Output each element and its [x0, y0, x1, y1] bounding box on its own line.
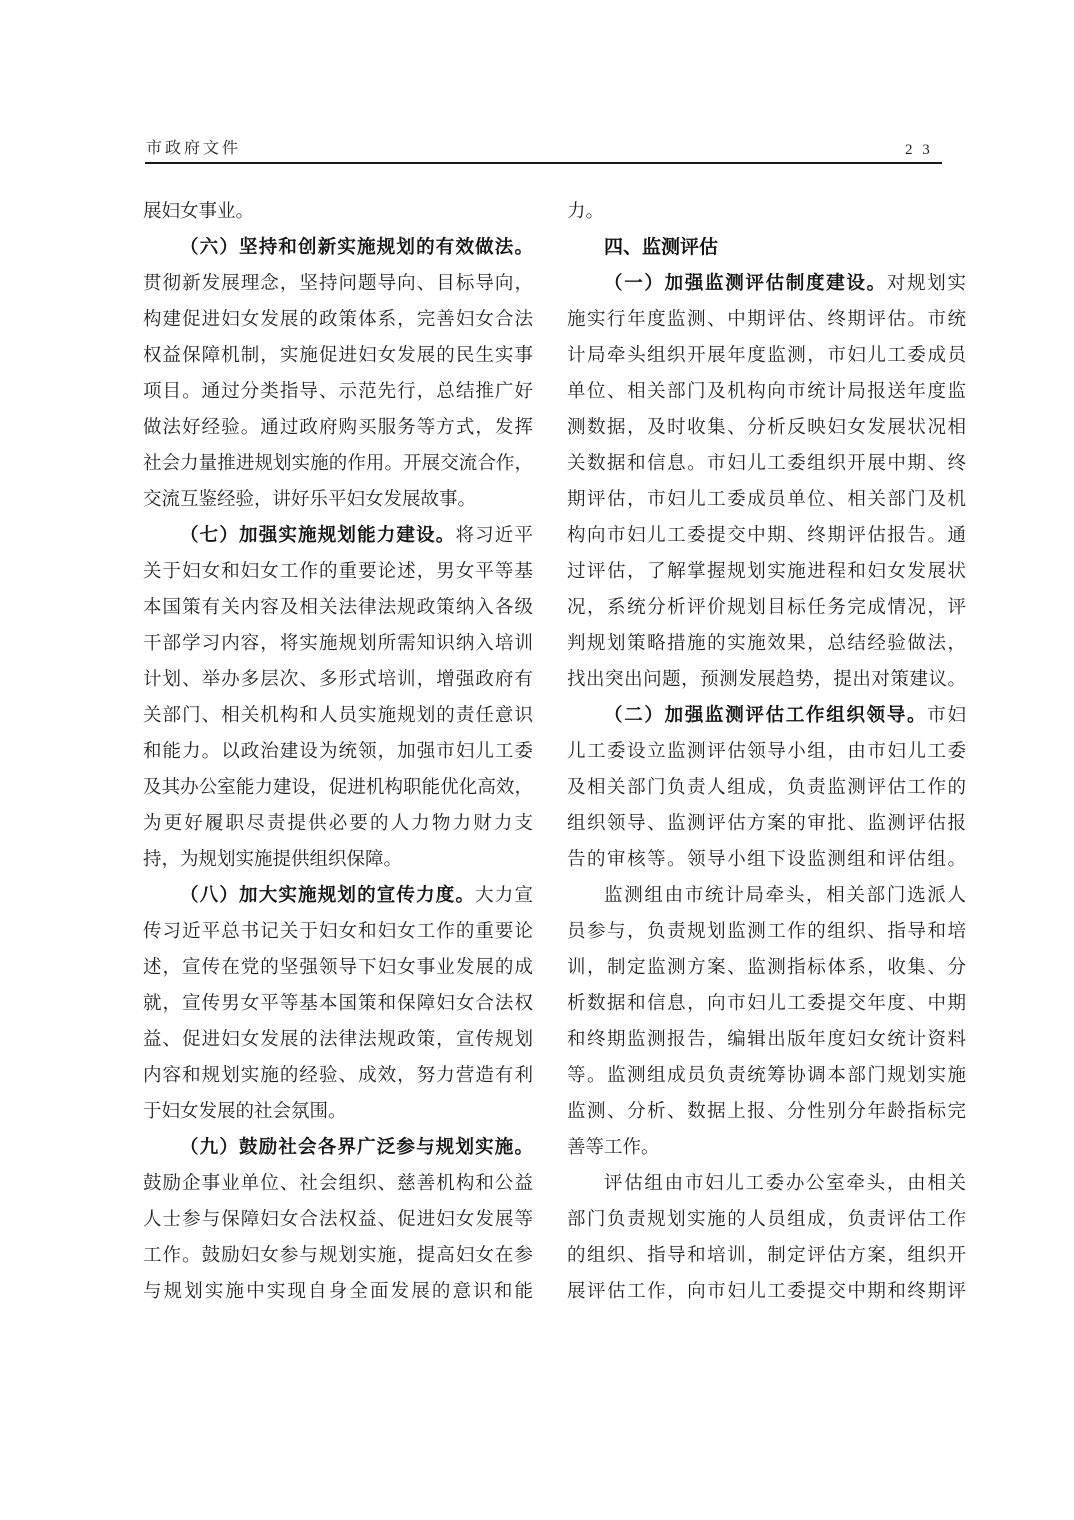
body-text: 找出突出问题，预测发展趋势，提出对策建议。 — [567, 670, 966, 690]
body-text: 展评估工作，向市妇儿工委提交中期和终期评 — [567, 1282, 966, 1302]
text-line — [567, 410, 966, 446]
body-text: 告的审核等。领导小组下设监测组和评估组。 — [567, 850, 966, 870]
text-line — [143, 266, 533, 302]
text-line — [567, 554, 966, 590]
body-text: 和终期监测报告，编辑出版年度妇女统计资料 — [567, 1030, 966, 1050]
paragraph-lead-line — [143, 518, 533, 554]
text-line — [143, 302, 533, 338]
body-text: 鼓励企事业单位、社会组织、慈善机构和公益 — [143, 1174, 533, 1194]
text-line — [567, 1130, 966, 1166]
text-line — [567, 338, 966, 374]
body-text: 及相关部门负责人组成，负责监测评估工作的 — [567, 778, 966, 798]
right-column — [567, 194, 966, 1310]
paragraph-heading-text: （七）加强实施规划能力建设。 — [180, 526, 456, 546]
body-text: 期评估，市妇儿工委成员单位、相关部门及机 — [567, 490, 966, 510]
body-text: 计划、举办多层次、多形式培训，增强政府有 — [143, 670, 533, 690]
body-text: 贯彻新发展理念，坚持问题导向、目标导向， — [143, 274, 533, 294]
body-text: 关数据和信息。市妇儿工委组织开展中期、终 — [567, 454, 966, 474]
body-text: 益、促进妇女发展的法律法规政策，宣传规划 — [143, 1030, 533, 1050]
body-text: 为更好履职尽责提供必要的人力物力财力支 — [143, 814, 533, 834]
text-line — [567, 662, 966, 698]
text-line — [143, 338, 533, 374]
paragraph-lead-line — [567, 698, 966, 734]
paragraph-lead-line — [143, 1130, 533, 1166]
left-column — [143, 194, 533, 1310]
body-text: 市妇 — [927, 706, 966, 726]
body-text: 社会力量推进规划实施的作用。开展交流合作， — [143, 454, 533, 474]
body-text: 儿工委设立监测评估领导小组，由市妇儿工委 — [567, 742, 966, 762]
paragraph-lead-line — [567, 266, 966, 302]
paragraph-heading-text: （二）加强监测评估工作组织领导。 — [604, 706, 928, 726]
text-line — [143, 914, 533, 950]
header-doc-label: 市政府文件 — [146, 140, 242, 157]
body-text: 传习近平总书记关于妇女和妇女工作的重要论 — [143, 922, 533, 942]
text-line — [143, 194, 533, 230]
body-text: 施实行年度监测、中期评估、终期评估。市统 — [567, 310, 966, 330]
text-line — [567, 446, 966, 482]
body-text: 做法好经验。通过政府购买服务等方式，发挥 — [143, 418, 533, 438]
body-text: 本国策有关内容及相关法律法规政策纳入各级 — [143, 598, 533, 618]
body-text: 的组织、指导和培训，制定评估方案，组织开 — [567, 1246, 966, 1266]
text-line — [143, 842, 533, 878]
body-text: 况，系统分析评价规划目标任务完成情况，评 — [567, 598, 966, 618]
body-text: 构向市妇儿工委提交中期、终期评估报告。通 — [567, 526, 966, 546]
text-line — [143, 590, 533, 626]
body-text: 训，制定监测方案、监测指标体系，收集、分 — [567, 958, 966, 978]
text-line — [567, 302, 966, 338]
text-line — [143, 446, 533, 482]
text-line — [143, 1202, 533, 1238]
text-line — [143, 662, 533, 698]
body-text: 持，为规划实施提供组织保障。 — [143, 850, 403, 870]
text-line — [567, 950, 966, 986]
body-text: 干部学习内容，将实施规划所需知识纳入培训 — [143, 634, 533, 654]
paragraph-heading-text: （八）加大实施规划的宣传力度。 — [180, 886, 476, 906]
text-line — [143, 770, 533, 806]
text-line — [567, 1274, 966, 1310]
text-line — [567, 194, 966, 230]
text-line — [567, 1202, 966, 1238]
text-line — [143, 986, 533, 1022]
paragraph-lead-line — [143, 230, 533, 266]
body-text: 测数据，及时收集、分析反映妇女发展状况相 — [567, 418, 966, 438]
body-text: 组织领导、监测评估方案的审批、监测评估报 — [567, 814, 966, 834]
body-text: 项目。通过分类指导、示范先行，总结推广好 — [143, 382, 533, 402]
body-text: 过评估，了解掌握规划实施进程和妇女发展状 — [567, 562, 966, 582]
text-line — [567, 1022, 966, 1058]
text-line — [567, 1166, 966, 1202]
text-line — [567, 482, 966, 518]
text-line — [143, 626, 533, 662]
text-line — [143, 698, 533, 734]
text-line — [567, 374, 966, 410]
text-line — [143, 554, 533, 590]
paragraph-heading-text: （一）加强监测评估制度建设。 — [604, 274, 887, 294]
text-line — [143, 1094, 533, 1130]
text-line — [567, 878, 966, 914]
body-text: 关部门、相关机构和人员实施规划的责任意识 — [143, 706, 533, 726]
body-text: 构建促进妇女发展的政策体系，完善妇女合法 — [143, 310, 533, 330]
text-line — [567, 806, 966, 842]
body-text: 关于妇女和妇女工作的重要论述，男女平等基 — [143, 562, 533, 582]
text-line — [143, 950, 533, 986]
page-number: 2 3 — [905, 142, 933, 158]
body-text: 与规划实施中实现自身全面发展的意识和能 — [143, 1282, 533, 1302]
text-line — [567, 734, 966, 770]
text-line — [567, 590, 966, 626]
text-columns — [143, 194, 966, 1310]
text-line — [143, 1058, 533, 1094]
body-text: 和能力。以政治建设为统领，加强市妇儿工委 — [143, 742, 533, 762]
text-line — [143, 374, 533, 410]
body-text: 交流互鉴经验，讲好乐平妇女发展故事。 — [143, 490, 477, 510]
body-text: 权益保障机制，实施促进妇女发展的民生实事 — [143, 346, 533, 366]
body-text: 善等工作。 — [567, 1138, 660, 1158]
body-text: 对规划实 — [886, 274, 966, 294]
paragraph-heading-text: （六）坚持和创新实施规划的有效做法。 — [180, 238, 533, 258]
text-line — [567, 986, 966, 1022]
text-line — [567, 1238, 966, 1274]
text-line — [567, 1094, 966, 1130]
body-text: 就，宣传男女平等基本国策和保障妇女合法权 — [143, 994, 533, 1014]
body-text: 评估组由市妇儿工委办公室牵头，由相关 — [604, 1174, 966, 1194]
body-text: 述，宣传在党的坚强领导下妇女事业发展的成 — [143, 958, 533, 978]
body-text: 析数据和信息，向市妇儿工委提交年度、中期 — [567, 994, 966, 1014]
body-text: 计局牵头组织开展年度监测，市妇儿工委成员 — [567, 346, 966, 366]
paragraph-heading-text: （九）鼓励社会各界广泛参与规划实施。 — [180, 1138, 533, 1158]
paragraph-lead-line — [567, 230, 966, 266]
body-text: 及其办公室能力建设，促进机构职能优化高效， — [143, 778, 533, 798]
body-text: 展妇女事业。 — [143, 202, 255, 222]
header-rule — [145, 162, 942, 164]
text-line — [567, 770, 966, 806]
text-line — [567, 842, 966, 878]
text-line — [143, 1274, 533, 1310]
text-line — [143, 1022, 533, 1058]
body-text: 判规划策略措施的实施效果，总结经验做法， — [567, 634, 966, 654]
body-text: 监测组由市统计局牵头，相关部门选派人 — [604, 886, 966, 906]
paragraph-lead-line — [143, 878, 533, 914]
body-text: 力。 — [567, 202, 605, 222]
body-text: 员参与，负责规划监测工作的组织、指导和培 — [567, 922, 966, 942]
body-text: 大力宣 — [475, 886, 533, 906]
body-text: 工作。鼓励妇女参与规划实施，提高妇女在参 — [143, 1246, 533, 1266]
text-line — [143, 482, 533, 518]
body-text: 人士参与保障妇女合法权益、促进妇女发展等 — [143, 1210, 533, 1230]
body-text: 将习近平 — [455, 526, 533, 546]
text-line — [143, 734, 533, 770]
body-text: 监测、分析、数据上报、分性别分年龄指标完 — [567, 1102, 966, 1122]
body-text: 等。监测组成员负责统筹协调本部门规划实施 — [567, 1066, 966, 1086]
text-line — [143, 1166, 533, 1202]
text-line — [143, 410, 533, 446]
text-line — [567, 1058, 966, 1094]
body-text: 单位、相关部门及机构向市统计局报送年度监 — [567, 382, 966, 402]
section-heading-text: 四、监测评估 — [604, 237, 719, 258]
body-text: 于妇女发展的社会氛围。 — [143, 1102, 347, 1122]
text-line — [567, 626, 966, 662]
text-line — [567, 518, 966, 554]
text-line — [143, 1238, 533, 1274]
body-text: 内容和规划实施的经验、成效，努力营造有利 — [143, 1066, 533, 1086]
body-text: 部门负责规划实施的人员组成，负责评估工作 — [567, 1210, 966, 1230]
text-line — [567, 914, 966, 950]
text-line — [143, 806, 533, 842]
